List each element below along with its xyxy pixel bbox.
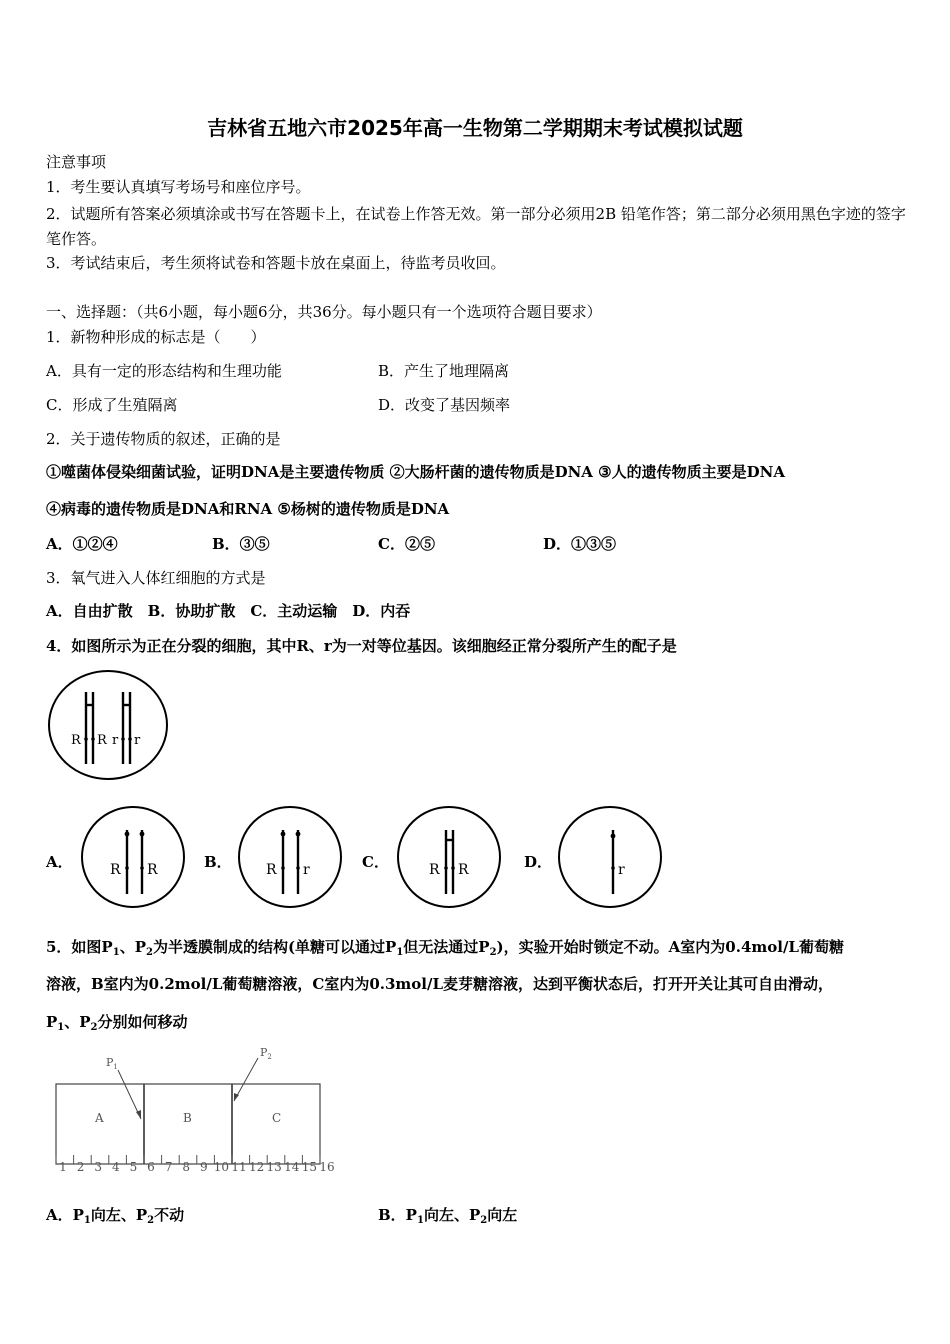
scale-label: 1 <box>59 1160 67 1174</box>
q1-option-d: D．改变了基因频率 <box>378 396 511 414</box>
scale-label: 10 <box>213 1160 230 1174</box>
q2-option-a: A．①②④ <box>46 535 118 553</box>
q4-stem: 4．如图所示为正在分裂的细胞，其中R、r为一对等位基因。该细胞经正常分裂所产生的配子是 <box>46 637 677 655</box>
q2-option-b: B．③⑤ <box>212 535 270 553</box>
gene-label: R <box>71 733 81 748</box>
q1-stem: 1．新物种形成的标志是（ ） <box>46 328 266 346</box>
notice-item-3: 3．考试结束后，考生须将试卷和答题卡放在桌面上，待监考员收回。 <box>46 254 506 272</box>
q5-stem-line-2: 溶液，B室内为0.2mol/L葡萄糖溶液，C室内为0.3mol/L麦芽糖溶液，达到平衡状态后，打开开关让其可自由滑动， <box>46 975 834 993</box>
notice-item-2: 2．试题所有答案必须填涂或书写在答题卡上，在试卷上作答无效。第一部分必须用2B 铅笔作答；第二部分必须用黑色字迹的签字笔作答。 <box>46 205 906 248</box>
gene-label: R <box>266 862 277 878</box>
page-title: 吉林省五地六市2025年高一生物第二学期期末考试模拟试题 <box>207 116 743 140</box>
scale-label: 5 <box>129 1160 138 1174</box>
q2-option-c: C．②⑤ <box>378 535 435 553</box>
q4-option-b-cell <box>236 804 344 910</box>
scale-label: 14 <box>284 1160 300 1174</box>
q1-option-c: C．形成了生殖隔离 <box>46 396 178 414</box>
gene-label: R <box>429 862 440 878</box>
scale-label: 4 <box>111 1160 120 1174</box>
chromosome-pair-right <box>123 692 130 764</box>
chamber-b-label: B <box>183 1111 192 1125</box>
q2-statement-2: ④病毒的遗传物质是DNA和RNA ⑤杨树的遗传物质是DNA <box>46 500 450 518</box>
q2-option-d: D．①③⑤ <box>543 535 617 553</box>
q5-option-b: B．$P_1$向左、$P_2$向左 <box>378 1206 518 1226</box>
gene-label: r <box>134 733 141 748</box>
section-heading: 一、选择题：（共6小题，每小题6分，共36分。每小题只有一个选项符合题目要求） <box>46 303 602 321</box>
gene-label: R <box>97 733 107 748</box>
q5-chamber-diagram <box>46 1043 336 1178</box>
q4-option-d-label: D． <box>524 853 553 871</box>
q2-stem: 2．关于遗传物质的叙述，正确的是 <box>46 430 281 448</box>
scale-label: 2 <box>76 1160 85 1174</box>
q2-statement-1: ①噬菌体侵染细菌试验，证明DNA是主要遗传物质 ②大肠杆菌的遗传物质是DNA ③人的遗传物质主要是DNA <box>46 463 785 481</box>
chromosome-pair-left <box>86 692 93 764</box>
q4-option-a-label: A． <box>46 853 73 871</box>
chamber-c-label: C <box>272 1111 282 1125</box>
scale-label: 6 <box>147 1160 155 1174</box>
gene-label: R <box>458 862 469 878</box>
scale-label: 12 <box>248 1160 265 1174</box>
scale-label: 16 <box>319 1160 335 1174</box>
scale-label: 11 <box>231 1160 247 1174</box>
gene-label: r <box>618 862 625 878</box>
scale-label: 13 <box>266 1160 282 1174</box>
scale-label: 3 <box>94 1160 103 1174</box>
cell-membrane <box>49 671 167 779</box>
notice-item-1: 1．考生要认真填写考场号和座位序号。 <box>46 178 311 196</box>
scale-label: 9 <box>199 1160 208 1174</box>
q4-option-d-cell <box>556 804 664 910</box>
gene-label: r <box>112 733 119 748</box>
scale-label: 7 <box>164 1160 173 1174</box>
q4-option-c-cell <box>395 804 503 910</box>
q4-option-b-label: B． <box>204 853 232 871</box>
q1-option-a: A．具有一定的形态结构和生理功能 <box>46 362 282 380</box>
q5-option-a: A．$P_1$向左、$P_2$不动 <box>46 1206 185 1226</box>
gene-label: R <box>110 862 121 878</box>
q5-stem-line-3: $P_1$、$P_2$分别如何移动 <box>46 1013 188 1033</box>
q4-dividing-cell-figure <box>46 668 170 782</box>
q1-option-b: B．产生了地理隔离 <box>378 362 510 380</box>
notice-heading: 注意事项 <box>46 153 107 171</box>
q4-option-c-label: C． <box>362 853 389 871</box>
chamber-a-label: A <box>95 1111 104 1125</box>
q3-options: A．自由扩散 B．协助扩散 C．主动运输 D．内吞 <box>46 602 411 620</box>
gene-label: r <box>303 862 310 878</box>
p1-label: $P_1$ <box>106 1056 118 1071</box>
q3-stem: 3．氧气进入人体红细胞的方式是 <box>46 569 266 587</box>
q5-stem-line-1: 5．如图$P_1$、$P_2$为半透膜制成的结构(单糖可以通过$P_1$但无法通过$P_2$)，实验开始时锁定不动。A室内为0.4mol/L葡萄糖 <box>46 938 844 958</box>
p2-label: $P_2$ <box>260 1046 272 1061</box>
scale-label: 15 <box>301 1160 318 1174</box>
gene-label: R <box>147 862 158 878</box>
q4-option-a-cell <box>80 804 188 910</box>
scale-label: 8 <box>182 1160 191 1174</box>
